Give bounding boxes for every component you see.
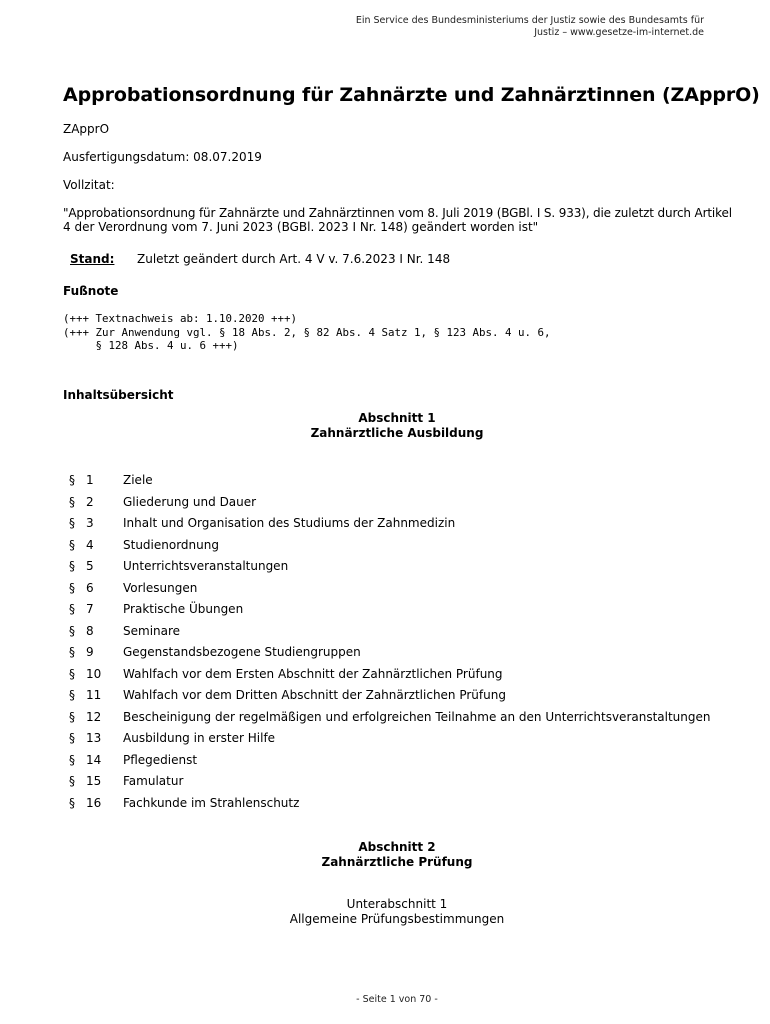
toc-item-number: 8 (86, 623, 94, 638)
toc-item-section-symbol: § (69, 795, 75, 810)
toc-item-title[interactable]: Wahlfach vor dem Dritten Abschnitt der Zahnärztlichen Prüfung (123, 688, 506, 702)
toc-item-number: 11 (86, 688, 102, 702)
toc-item-number: 12 (86, 709, 102, 724)
toc-item-section-symbol: § (69, 473, 75, 487)
toc-item-section-symbol: § (69, 494, 75, 509)
fussnote-line2: (+++ Zur Anwendung vgl. § 18 Abs. 2, § 82 Abs. 4 Satz 1, § 123 Abs. 4 u. 6, (63, 325, 551, 339)
toc-item[interactable] (0, 580, 770, 596)
subsection-1-heading (0, 897, 770, 927)
toc-item-title[interactable]: Studienordnung (123, 537, 219, 552)
toc-item-section-symbol: § (69, 666, 75, 681)
toc-item-section-symbol: § (69, 516, 75, 530)
toc-item-section-symbol: § (69, 688, 75, 702)
toc-item-title[interactable]: Seminare (123, 623, 181, 638)
toc-item-section-symbol: § (69, 602, 75, 616)
toc-item-section-symbol: § (69, 537, 75, 552)
toc-item[interactable] (0, 752, 770, 768)
toc-item-number: 16 (86, 795, 102, 810)
toc-item-number: 13 (86, 731, 102, 745)
page-title: Approbationsordnung für Zahnärzte und Zahnärztinnen (ZApprO) (63, 84, 760, 106)
section-2-number: Abschnitt 2 (358, 840, 436, 854)
toc-item[interactable] (0, 601, 770, 617)
page-number: - Seite 1 von 70 - (356, 994, 438, 1005)
toc-item-title[interactable]: Praktische Übungen (123, 602, 244, 616)
toc-item-number: 2 (86, 494, 94, 509)
toc-item-title[interactable]: Pflegedienst (123, 752, 198, 767)
toc-item-title[interactable]: Bescheinigung der regelmäßigen und erfolgreichen Teilnahme an den Unterrichtsveranstaltungen (123, 709, 711, 724)
ausfertigungsdatum: Ausfertigungsdatum: 08.07.2019 (63, 150, 262, 164)
vollzitat-line1: "Approbationsordnung für Zahnärzte und Zahnärztinnen vom 8. Juli 2019 (BGBl. I S. 933), die zuletzt durch Artikel (63, 206, 732, 220)
toc-item[interactable] (0, 730, 770, 746)
toc-item-title[interactable]: Famulatur (123, 774, 184, 788)
service-header-line2: Justiz – www.gesetze-im-internet.de (534, 27, 704, 38)
section-1-heading (0, 411, 770, 441)
toc-item[interactable] (0, 515, 770, 531)
toc-item-title[interactable]: Gliederung und Dauer (123, 494, 257, 509)
vollzitat-text (63, 206, 743, 234)
toc-item-section-symbol: § (69, 645, 75, 659)
stand-text: Zuletzt geändert durch Art. 4 V v. 7.6.2023 I Nr. 148 (137, 252, 451, 266)
toc-item[interactable] (0, 773, 770, 789)
toc-heading: Inhaltsübersicht (63, 388, 174, 402)
service-header-line1: Ein Service des Bundesministeriums der Justiz sowie des Bundesamts für (355, 15, 704, 26)
toc-item-number: 3 (86, 516, 94, 530)
toc-item[interactable] (0, 666, 770, 682)
subsection-1-title: Allgemeine Prüfungsbestimmungen (289, 912, 505, 926)
toc-item-number: 9 (86, 645, 94, 659)
toc-item-section-symbol: § (69, 752, 75, 767)
section-1-number: Abschnitt 1 (358, 411, 436, 425)
toc-item-number: 10 (86, 666, 102, 681)
toc-item-section-symbol: § (69, 580, 75, 595)
toc-item[interactable] (0, 472, 770, 488)
toc-item-number: 4 (86, 537, 94, 552)
toc-item-number: 1 (86, 473, 94, 487)
section-2-heading (0, 840, 770, 870)
fussnote-text (63, 312, 551, 353)
toc-item-title[interactable]: Fachkunde im Strahlenschutz (123, 795, 300, 810)
toc-item-title[interactable]: Vorlesungen (123, 580, 198, 595)
section-1-title: Zahnärztliche Ausbildung (310, 426, 484, 440)
toc-item-title[interactable]: Ausbildung in erster Hilfe (123, 731, 276, 745)
toc-item-section-symbol: § (69, 559, 75, 573)
fussnote-line1: (+++ Textnachweis ab: 1.10.2020 +++) (63, 312, 298, 325)
toc-item-section-symbol: § (69, 623, 75, 638)
vollzitat-label: Vollzitat: (63, 178, 115, 192)
abbreviation: ZApprO (63, 122, 110, 136)
toc-item-number: 15 (86, 774, 102, 788)
vollzitat-line2: 4 der Verordnung vom 7. Juni 2023 (BGBl. 2023 I Nr. 148) geändert worden ist" (63, 220, 539, 234)
toc-item-title[interactable]: Ziele (123, 473, 153, 487)
toc-item-number: 7 (86, 602, 94, 616)
toc-item-title[interactable]: Inhalt und Organisation des Studiums der Zahnmedizin (123, 516, 456, 530)
toc-item[interactable] (0, 687, 770, 703)
fussnote-heading: Fußnote (63, 284, 119, 298)
toc-item-number: 14 (86, 752, 102, 767)
section-2-title: Zahnärztliche Prüfung (321, 855, 473, 869)
fussnote-line3: § 128 Abs. 4 u. 6 +++) (63, 339, 239, 352)
toc-item-number: 6 (86, 580, 94, 595)
toc-item-section-symbol: § (69, 709, 75, 724)
toc-item[interactable] (0, 494, 770, 510)
toc-item[interactable] (0, 623, 770, 639)
toc-item-section-symbol: § (69, 731, 75, 745)
toc-item[interactable] (0, 558, 770, 574)
toc-item-number: 5 (86, 559, 94, 573)
service-header (324, 15, 704, 39)
toc-item[interactable] (0, 795, 770, 811)
toc-item-title[interactable]: Gegenstandsbezogene Studiengruppen (123, 645, 361, 659)
stand-label: Stand: (70, 252, 115, 266)
toc-item[interactable] (0, 709, 770, 725)
toc-item-title[interactable]: Unterrichtsveranstaltungen (123, 559, 289, 573)
toc-item[interactable] (0, 644, 770, 660)
toc-item[interactable] (0, 537, 770, 553)
toc-item-title[interactable]: Wahlfach vor dem Ersten Abschnitt der Zahnärztlichen Prüfung (123, 666, 503, 681)
toc-item-section-symbol: § (69, 774, 75, 788)
subsection-1-number: Unterabschnitt 1 (346, 897, 448, 911)
